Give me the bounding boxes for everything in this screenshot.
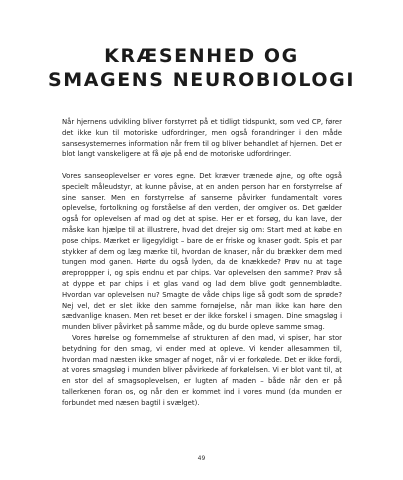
paragraph-3: Vores hørelse og fornemmelse af strukturen af den mad, vi spiser, har stor betydning for den smag, vi ender med at opleve. Vi kender allesammen til, hvordan mad næsten ikke smager af noget, når vi er forkølede. Det er ikke fordi, at vores smagsløg i munden bliver påvirkede af forkølelsen. Vi er blot vant til, at en stor del af smagsoplevelsen, er lugten af maden – både når den er på tallerkenen foran os, og når den er kommet ind i vores mund (da munden er forbundet med næsen bagtil i svælget). bbox=[62, 333, 342, 407]
paragraph-1: Når hjernens udvikling bliver forstyrret på et tidligt tidspunkt, som ved CP, fører det ikke kun til motoriske udfordringer, men også forandringer i den måde sansesystemernes information når frem til og bliver behandlet af hjernen. Det er blot langt vanskeligere at få øje på end de motoriske udfordringer. bbox=[62, 118, 342, 159]
page-number: 49 bbox=[197, 455, 206, 462]
chapter-title-line-1: KRÆSENHED OG bbox=[104, 45, 299, 67]
paragraph-2: Vores sanseoplevelser er vores egne. Det kræver trænede øjne, og ofte også specielt måleudstyr, at kunne påvise, at en anden person har en forstyrrelse af sine sanser. Men en forstyrrelse af sanserne påvirker fundamentalt vores oplevelse, fortolkning og forståelse af den verden, der omgiver os. Det gælder også for oplevelsen af mad og det at spise. Her er et forsøg, du kan lave, der måske kan hjælpe til at illustrere, hvad det drejer sig om: Start med at købe en pose chips. Mærket er ligegyldigt – bare de er friske og knaser godt. Spis et par stykker af dem og læg mærke til, hvordan de knaser, når du brækker dem med tungen mod ganen. Hørte du også lyden, da de knækkede? Prøv nu at tage øreproppper i, og spis endnu et par chips. Var oplevelsen den samme? Prøv så at dyppe et par chips i et glas vand og lad dem blive godt gennemblødte. Hvordan var oplevelsen nu? Smagte de våde chips lige så godt som de sprøde? Nej vel, det er slet ikke den samme fornøjelse, når man ikke kan høre den sædvanlige knasen. Men ret beset er der ikke forskel i smagen. Dine smagsløg i munden bliver påvirket på samme måde, og du burde opleve samme smag. bbox=[62, 171, 342, 332]
chapter-title bbox=[0, 44, 403, 92]
chapter-title-line-2: SMAGENS NEUROBIOLOGI bbox=[47, 69, 356, 91]
body-text bbox=[62, 117, 342, 409]
